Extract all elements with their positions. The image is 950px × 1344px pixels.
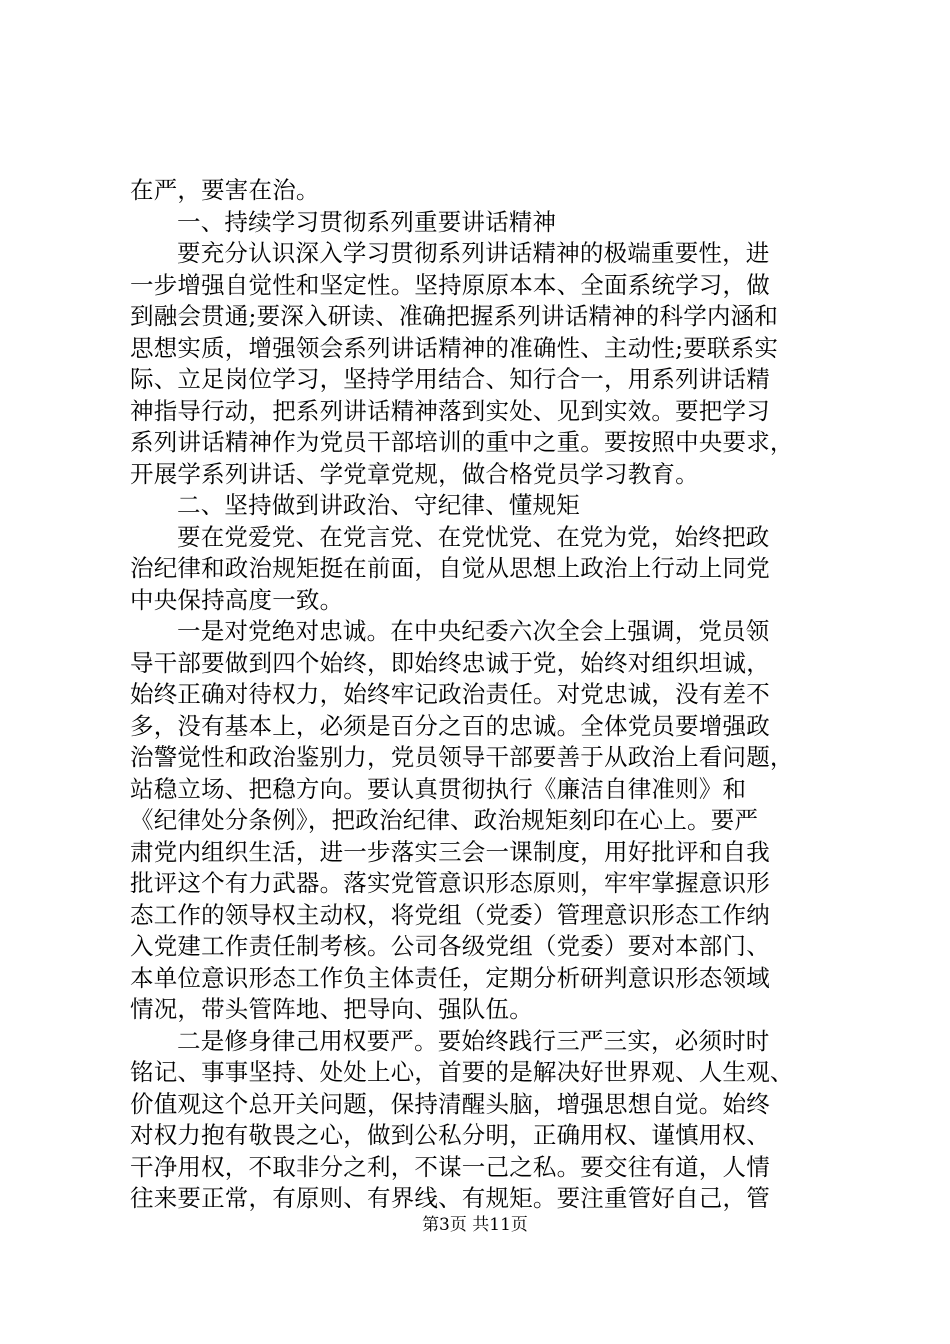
text-line: 情况，带头管阵地、把导向、强队伍。 bbox=[130, 995, 533, 1023]
text-line: 多，没有基本上，必须是百分之百的忠诚。全体党员要增强政 bbox=[130, 711, 770, 740]
text-line: 系列讲话精神作为党员干部培训的重中之重。要按照中央要求， bbox=[130, 428, 794, 456]
text-line: 际、立足岗位学习，坚持学用结合、知行合一，用系列讲话精 bbox=[130, 365, 770, 393]
text-line: 对权力抱有敬畏之心，做到公私分明，正确用权、谨慎用权、 bbox=[130, 1121, 770, 1149]
text-line: 在严，要害在治。 bbox=[130, 176, 320, 204]
text-line: 一步增强自觉性和坚定性。坚持原原本本、全面系统学习，做 bbox=[130, 270, 770, 299]
text-line: 价值观这个总开关问题，保持清醒头脑，增强思想自觉。始终 bbox=[130, 1089, 770, 1118]
text-line: 到融会贯通;要深入研读、准确把握系列讲话精神的科学内涵和 bbox=[130, 302, 779, 330]
text-line: 往来要正常，有原则、有界线、有规矩。要注重管好自己，管 bbox=[130, 1184, 770, 1212]
page-footer bbox=[0, 1214, 950, 1236]
text-line: 肃党内组织生活，进一步落实三会一课制度，用好批评和自我 bbox=[130, 837, 770, 866]
text-line: 思想实质，增强领会系列讲话精神的准确性、主动性;要联系实 bbox=[130, 333, 779, 362]
page-number-label: 第3页 共11页 bbox=[422, 1215, 528, 1235]
text-line: 治纪律和政治规矩挺在前面，自觉从思想上政治上行动上同党 bbox=[130, 554, 770, 582]
text-line: 二、坚持做到讲政治、守纪律、懂规矩 bbox=[177, 491, 580, 519]
document-body bbox=[130, 175, 830, 1215]
text-line: 《纪律处分条例》，把政治纪律、政治规矩刻印在心上。要严 bbox=[130, 806, 759, 834]
text-line: 态工作的领导权主动权，将党组（党委）管理意识形态工作纳 bbox=[130, 900, 770, 929]
text-line: 治警觉性和政治鉴别力，党员领导干部要善于从政治上看问题， bbox=[130, 743, 794, 771]
text-line: 站稳立场、把稳方向。要认真贯彻执行《廉洁自律准则》和 bbox=[130, 774, 747, 803]
text-line: 导干部要做到四个始终，即始终忠诚于党，始终对组织坦诚， bbox=[130, 648, 770, 677]
text-line: 一、持续学习贯彻系列重要讲话精神 bbox=[177, 207, 557, 236]
text-line: 干净用权，不取非分之利，不谋一己之私。要交往有道，人情 bbox=[130, 1152, 770, 1181]
text-line: 批评这个有力武器。落实党管意识形态原则，牢牢掌握意识形 bbox=[130, 869, 770, 897]
text-line: 中央保持高度一致。 bbox=[130, 585, 344, 614]
text-line: 要充分认识深入学习贯彻系列讲话精神的极端重要性，进 bbox=[177, 239, 770, 267]
text-line: 入党建工作责任制考核。公司各级党组（党委）要对本部门、 bbox=[130, 932, 770, 960]
text-line: 本单位意识形态工作负主体责任，定期分析研判意识形态领域 bbox=[130, 963, 770, 992]
text-line: 始终正确对待权力，始终牢记政治责任。对党忠诚，没有差不 bbox=[130, 680, 770, 708]
text-line: 铭记、事事坚持、处处上心，首要的是解决好世界观、人生观、 bbox=[130, 1058, 794, 1086]
text-line: 神指导行动，把系列讲话精神落到实处、见到实效。要把学习 bbox=[130, 396, 770, 425]
text-line: 要在党爱党、在党言党、在党忧党、在党为党，始终把政 bbox=[177, 522, 770, 551]
text-line: 二是修身律己用权要严。要始终践行三严三实，必须时时 bbox=[177, 1026, 770, 1055]
text-line: 开展学系列讲话、学党章党规，做合格党员学习教育。 bbox=[130, 459, 699, 488]
text-line: 一是对党绝对忠诚。在中央纪委六次全会上强调，党员领 bbox=[177, 617, 770, 645]
